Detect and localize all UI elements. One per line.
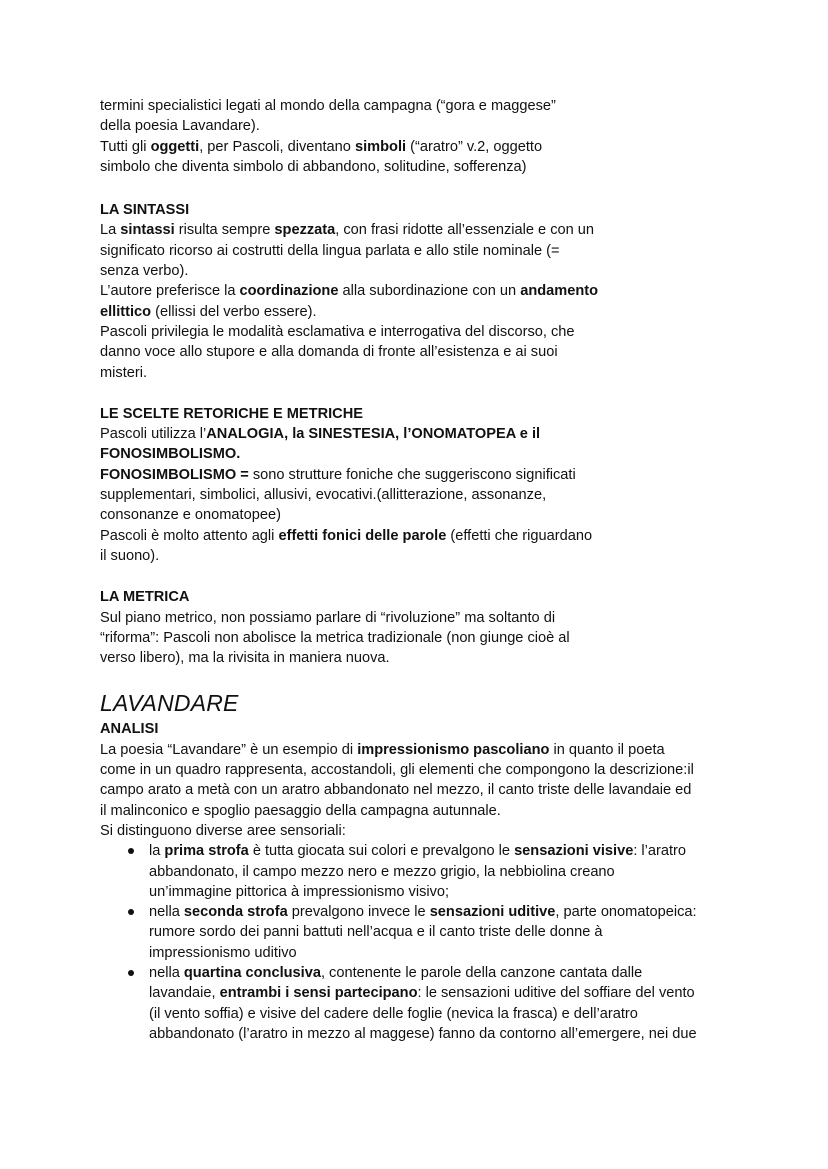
paragraph-line: il suono).: [100, 547, 160, 564]
list-line: [149, 902, 740, 922]
text: in quanto il poeta: [549, 741, 665, 758]
bold-text: ANALOGIA, la SINESTESIA, l’ONOMATOPEA e il: [206, 426, 541, 443]
bold-text: prima strofa: [164, 843, 249, 860]
paragraph-line: [100, 740, 740, 760]
bold-text: sensazioni visive: [514, 843, 634, 860]
bold-text: sensazioni uditive: [429, 904, 556, 921]
bold-text: entrambi i sensi partecipano: [219, 985, 418, 1002]
list-line: rumore sordo dei panni battuti nell’acqua e il canto triste delle donne à: [149, 924, 603, 941]
text: , parte onomatopeica:: [555, 904, 697, 921]
paragraph-line: Sul piano metrico, non possiamo parlare di “rivoluzione” ma soltanto di: [100, 609, 556, 626]
intro-line: [100, 137, 740, 157]
paragraph-line: senza verbo).: [100, 263, 189, 280]
text: termini specialistici legati al mondo della campagna (“gora e maggese”: [100, 98, 556, 114]
bold-text: ellittico: [100, 303, 152, 320]
sintassi-section: [100, 200, 740, 383]
bold-text: effetti fonici delle parole: [278, 527, 447, 544]
paragraph-line: significato ricorso ai costrutti della lingua parlata e allo stile nominale (=: [100, 242, 560, 259]
spacer: [100, 177, 740, 200]
paragraph-line: campo arato a metà con un aratro abbandonato nel mezzo, il canto triste delle lavandaie ed: [100, 782, 692, 799]
bold-text: coordinazione: [239, 283, 339, 300]
bold-text: andamento: [520, 283, 599, 300]
paragraph-line: [100, 465, 740, 485]
text: prevalgono invece le: [287, 904, 430, 921]
text: L’autore preferisce la: [100, 283, 240, 300]
text: della poesia Lavandare).: [100, 118, 260, 135]
lavandare-section: [100, 690, 740, 1044]
text: : l’aratro: [633, 843, 687, 860]
text: (ellissi del verbo essere).: [151, 303, 317, 320]
bold-text: simboli: [354, 138, 407, 155]
text: , contenente le parole della canzone cantata dalle: [320, 964, 643, 981]
text: , per Pascoli, diventano: [199, 138, 355, 155]
paragraph-line: Pascoli privilegia le modalità esclamativa e interrogativa del discorso, che: [100, 323, 575, 340]
bullet-icon: [128, 848, 134, 854]
text: : le sensazioni uditive del soffiare del vento: [417, 985, 695, 1002]
text: sono strutture foniche che suggeriscono significati: [248, 466, 576, 483]
section-heading: LE SCELTE RETORICHE E METRICHE: [100, 405, 363, 422]
text: , con frasi ridotte all’essenziale e con un: [335, 222, 595, 239]
section-heading: LA METRICA: [100, 589, 190, 606]
list-line: abbandonato (l’aratro in mezzo al maggese) fanno da contorno all’emergere, nei due: [149, 1025, 697, 1042]
paragraph-line: Si distinguono diverse aree sensoriali:: [100, 822, 346, 839]
bold-text: quartina conclusiva: [183, 964, 321, 981]
text: lavandaie,: [149, 985, 220, 1002]
paragraph-line: [100, 281, 740, 301]
paragraph-line: misteri.: [100, 364, 148, 381]
paragraph-line: [100, 444, 740, 464]
text: Tutti gli: [100, 138, 151, 155]
paragraph-line: [100, 220, 740, 240]
section-heading: LA SINTASSI: [100, 202, 190, 219]
text: La: [100, 222, 121, 239]
list-line: (il vento soffia) e visive del cadere delle foglie (nevica la frasca) e dell’aratro: [149, 1005, 638, 1022]
intro-line: [100, 157, 740, 177]
lavandare-title: LAVANDARE: [100, 690, 239, 717]
list-line: [149, 983, 740, 1003]
paragraph-line: consonanze e onomatopee): [100, 507, 281, 524]
bold-text: FONOSIMBOLISMO =: [100, 466, 249, 483]
section-heading: ANALISI: [100, 721, 159, 738]
bold-text: sintassi: [120, 222, 175, 239]
paragraph-line: [100, 302, 740, 322]
paragraph-line: [100, 424, 740, 444]
paragraph-line: verso libero), ma la rivisita in maniera nuova.: [100, 650, 390, 667]
text: è tutta giocata sui colori e prevalgono le: [248, 843, 515, 860]
spacer: [100, 383, 740, 404]
list-line: abbandonato, il campo mezzo nero e mezzo grigio, la nebbiolina creano: [149, 863, 615, 880]
text: la: [149, 843, 165, 860]
text: Pascoli è molto attento agli: [100, 527, 279, 544]
text: nella: [149, 904, 184, 921]
paragraph-line: danno voce allo stupore e alla domanda di fronte all’esistenza e ai suoi: [100, 344, 558, 361]
spacer: [100, 566, 740, 587]
bold-text: seconda strofa: [183, 904, 288, 921]
list-line: impressionismo uditivo: [149, 944, 297, 961]
list-item: [100, 963, 740, 1044]
text: Pascoli utilizza l’: [100, 426, 207, 443]
bold-text: spezzata: [274, 222, 336, 239]
paragraph-line: supplementari, simbolici, allusivi, evocativi.(allitterazione, assonanze,: [100, 487, 547, 504]
paragraph-line: “riforma”: Pascoli non abolisce la metrica tradizionale (non giunge cioè al: [100, 629, 570, 646]
text: nella: [149, 964, 184, 981]
list-line: [149, 841, 740, 861]
retoriche-section: [100, 404, 740, 566]
paragraph-line: come in un quadro rappresenta, accostandoli, gli elementi che compongono la descrizione:il: [100, 762, 694, 779]
text: risulta sempre: [174, 222, 275, 239]
list-line: un’immagine pittorica à impressionismo visivo;: [149, 883, 450, 900]
text: (“aratro” v.2, oggetto: [406, 138, 543, 155]
text: simbolo che diventa simbolo di abbandono, solitudine, sofferenza): [100, 158, 527, 175]
list-item: [100, 902, 740, 963]
list-line: [149, 963, 740, 983]
metrica-section: [100, 587, 740, 668]
intro-section: [100, 96, 740, 177]
paragraph-line: [100, 526, 740, 546]
document-page: [100, 96, 740, 1044]
bold-text: oggetti: [150, 138, 200, 155]
list-item: [100, 841, 740, 902]
text: alla subordinazione con un: [338, 283, 521, 300]
text: (effetti che riguardano: [446, 527, 593, 544]
bullet-icon: [128, 970, 134, 976]
text: La poesia “Lavandare” è un esempio di: [100, 741, 358, 758]
bullet-list: [100, 841, 740, 1044]
intro-line: [100, 96, 740, 116]
bold-text: impressionismo pascoliano: [357, 741, 550, 758]
bullet-icon: [128, 909, 134, 915]
intro-line: [100, 116, 740, 136]
bold-text: FONOSIMBOLISMO.: [100, 446, 241, 463]
paragraph-line: il malinconico e spoglio paesaggio della campagna autunnale.: [100, 802, 501, 819]
